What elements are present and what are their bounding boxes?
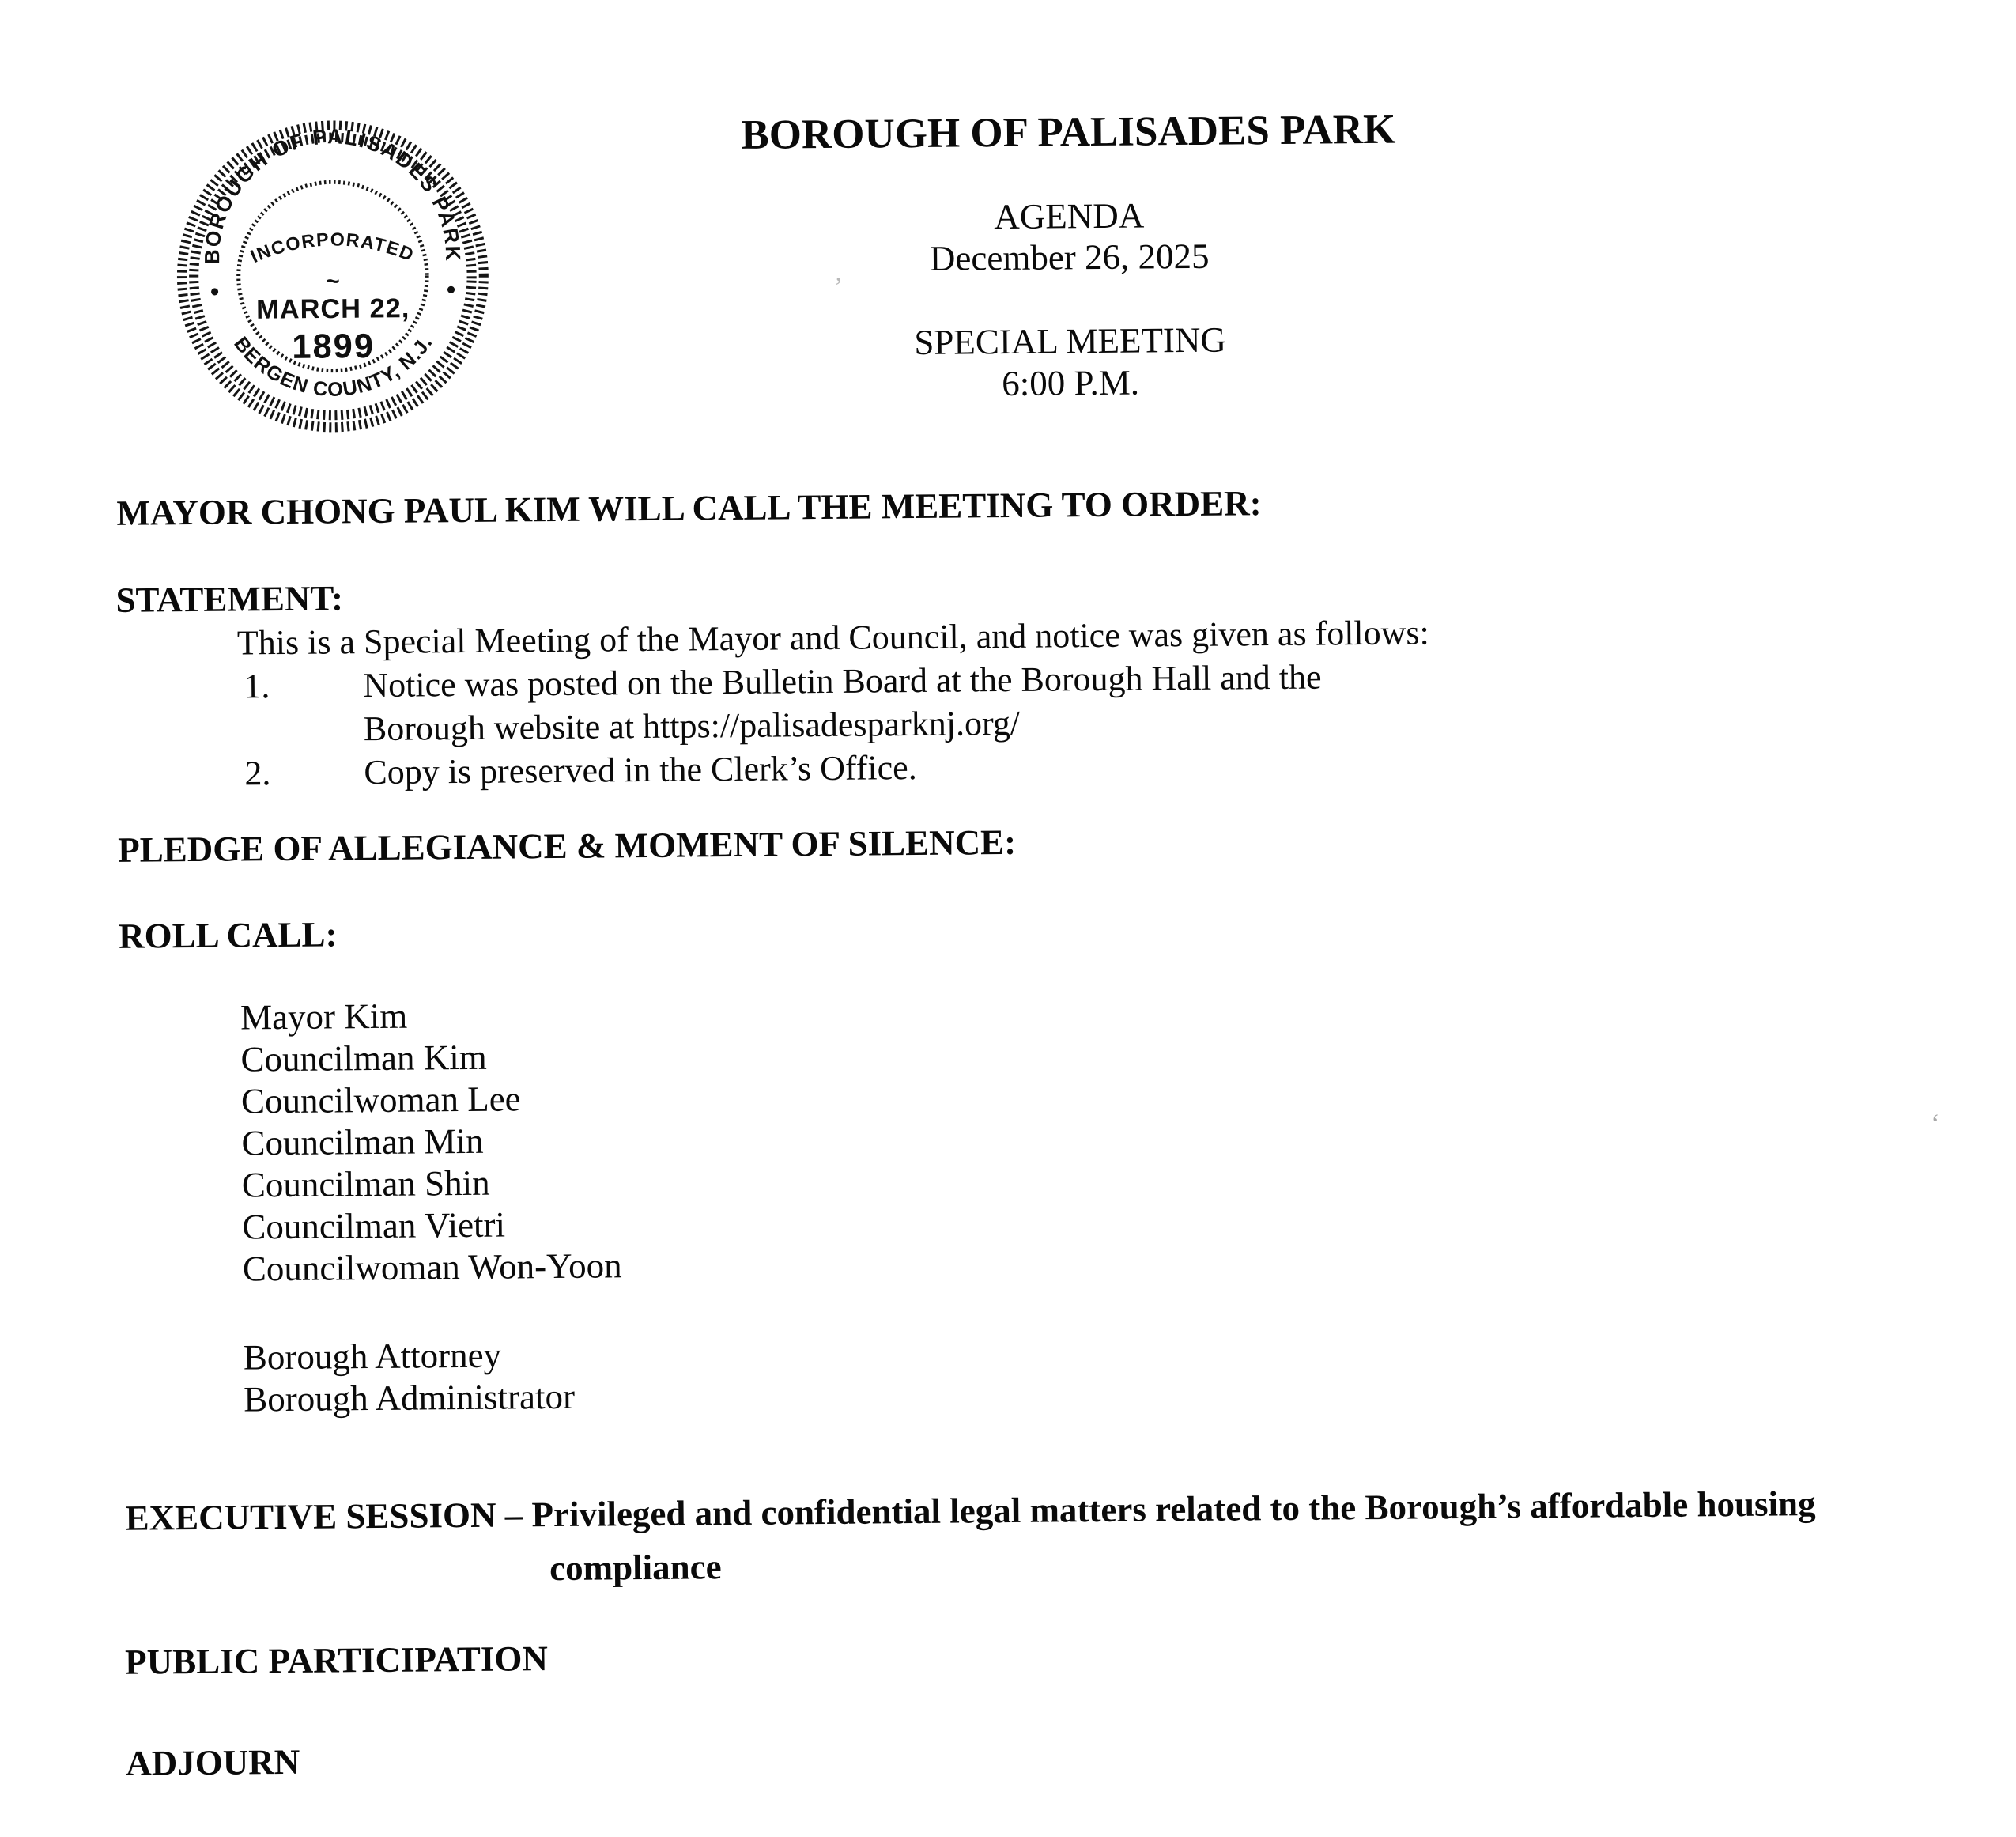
meeting-type: SPECIAL MEETING xyxy=(914,319,1227,363)
roll-call-member-councilwoman-lee: Councilwoman Lee xyxy=(240,1079,521,1121)
adjourn-heading: ADJOURN xyxy=(126,1741,300,1783)
meeting-date: December 26, 2025 xyxy=(929,236,1210,278)
seal-1899-text: 1899 xyxy=(292,327,376,366)
official-borough-attorney: Borough Attorney xyxy=(243,1335,502,1378)
statement-intro: This is a Special Meeting of the Mayor and Council, and notice was given as follows: xyxy=(236,613,1429,663)
officials-list xyxy=(244,1334,576,1421)
roll-call-member-councilwoman-won-yoon: Councilwoman Won-Yoon xyxy=(242,1245,622,1289)
statement-heading: STATEMENT: xyxy=(115,578,344,620)
public-participation-heading: PUBLIC PARTICIPATION xyxy=(124,1639,549,1682)
statement-item-1-number: 1. xyxy=(244,667,270,706)
pledge-heading: PLEDGE OF ALLEGIANCE & MOMENT OF SILENCE: xyxy=(117,822,1017,870)
roll-call-list xyxy=(240,993,622,1290)
official-borough-administrator: Borough Administrator xyxy=(244,1376,576,1419)
executive-session-separator: – xyxy=(504,1495,523,1535)
roll-call-member-councilman-min: Councilman Min xyxy=(241,1121,484,1163)
scan-artifact-mark: ’ xyxy=(833,272,844,302)
executive-session-line-1 xyxy=(125,1486,1815,1537)
roll-call-member-councilman-kim: Councilman Kim xyxy=(240,1037,487,1079)
statement-item-1-line-2: Borough website at https://palisadesparknj.org/ xyxy=(363,703,1021,749)
agenda-label: AGENDA xyxy=(994,195,1145,237)
statement-item-1-line-1: Notice was posted on the Bulletin Board at the Borough Hall and the xyxy=(363,657,1322,705)
seal-march-22-text: MARCH 22, xyxy=(256,293,410,325)
seal-incorporated-text: INCORPORATED xyxy=(247,229,418,267)
roll-call-member-councilman-vietri: Councilman Vietri xyxy=(242,1204,506,1247)
executive-session-description: Privileged and confidential legal matters related to the Borough’s affordable housing xyxy=(531,1484,1816,1535)
scan-artifact-mark: ‘ xyxy=(1931,1109,1940,1139)
roll-call-member-mayor-kim: Mayor Kim xyxy=(240,996,408,1038)
seal-bottom-arc-text: BERGEN COUNTY, N.J. xyxy=(229,331,437,402)
roll-call-heading: ROLL CALL: xyxy=(118,914,338,956)
executive-session-line-2: compliance xyxy=(549,1547,722,1589)
seal-right-dot xyxy=(447,286,455,293)
seal-top-arc-text: BOROUGH OF PALISADES PARK xyxy=(200,124,466,265)
meeting-time: 6:00 P.M. xyxy=(1001,362,1140,404)
seal-left-dot xyxy=(211,288,218,295)
seal-tilde: ~ xyxy=(325,268,340,295)
document-title: BOROUGH OF PALISADES PARK xyxy=(741,106,1396,158)
executive-session-label: EXECUTIVE SESSION xyxy=(125,1495,496,1538)
roll-call-member-councilman-shin: Councilman Shin xyxy=(241,1162,490,1205)
call-to-order-heading: MAYOR CHONG PAUL KIM WILL CALL THE MEETING TO ORDER: xyxy=(116,483,1262,533)
statement-item-2-number: 2. xyxy=(244,754,271,793)
statement-item-2-line-1: Copy is preserved in the Clerk’s Office. xyxy=(364,747,917,792)
